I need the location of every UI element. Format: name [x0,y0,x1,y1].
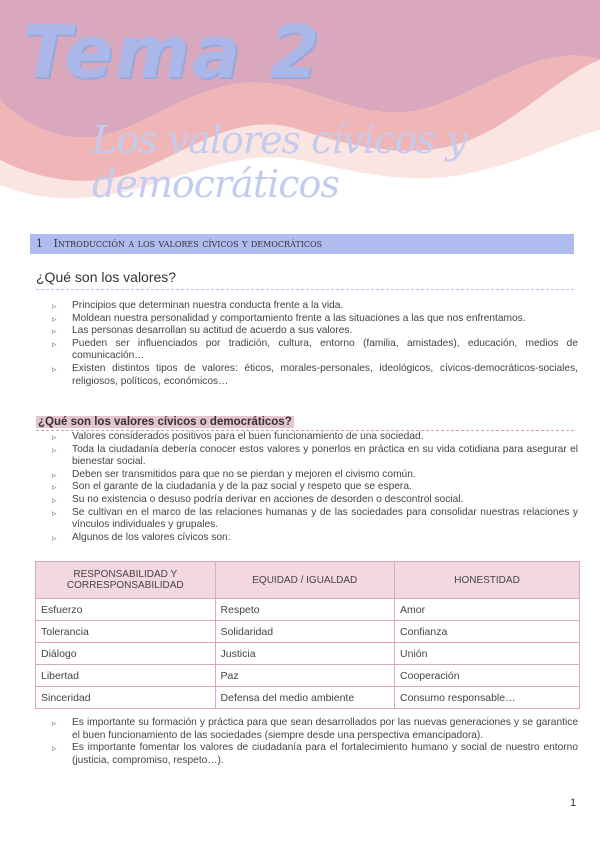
list-item: ▹ Es importante su formación y práctica para que sean desarrollados por las nuevas generaciones y se garantice el buen funcionamiento de las sociedades (siempre desde una perspectiva emancipadora). [50,717,578,742]
page-subtitle: Los valores cívicos y democráticos [92,118,467,206]
table-row [36,643,580,665]
table-cell: Consumo responsable… [395,687,580,709]
question-heading-civic-values: ¿Qué son los valores cívicos o democráticos? [38,416,292,428]
table-cell: Sinceridad [36,687,216,709]
list-item: ▹ Su no existencia o desuso podría derivar en acciones de desorden o descontrol social. [50,494,578,507]
question-heading-values: ¿Qué son los valores? [36,269,177,285]
list-item: ▹ Algunos de los valores cívicos son: [50,532,578,545]
column-header: EQUIDAD / IGUALDAD [215,562,395,599]
table-cell: Confianza [395,621,580,643]
values-bullet-list [50,300,578,388]
column-header: RESPONSABILIDAD Y CORRESPONSABILIDAD [36,562,216,599]
list-item: ▹ Las personas desarrollan su actitud de acuerdo a sus valores. [50,325,578,338]
table-cell: Tolerancia [36,621,216,643]
table-row [36,665,580,687]
page-number: 1 [570,797,577,809]
table-cell: Libertad [36,665,216,687]
table-cell: Justicia [215,643,395,665]
column-header: HONESTIDAD [395,562,580,599]
page-title: Tema 2 [22,10,322,94]
list-item: ▹ Es importante fomentar los valores de ciudadanía para el fortalecimiento humano y social de nuestro entorno (justicia, compromiso, respeto…). [50,742,578,767]
list-item: ▹ Deben ser transmitidos para que no se pierdan y mejoren el civismo común. [50,469,578,482]
divider [36,289,574,290]
table-cell: Amor [395,599,580,621]
table-header-row [36,562,580,599]
table-cell: Respeto [215,599,395,621]
civic-values-bullet-list [50,431,578,544]
list-item: ▹ Principios que determinan nuestra conducta frente a la vida. [50,300,578,313]
list-item: ▹ Toda la ciudadanía debería conocer estos valores y ponerlos en práctica en su vida cotidiana para asegurar el bienestar social. [50,444,578,469]
list-item: ▹ Pueden ser influenciados por tradición, cultura, entorno (familia, amistades), educación, medios de comunicación… [50,338,578,363]
table-cell: Cooperación [395,665,580,687]
section-number: 1 [36,237,43,250]
table-cell: Diálogo [36,643,216,665]
section-label: Introducción a los valores cívicos y democráticos [53,237,323,250]
list-item: ▹ Son el garante de la ciudadanía y de la paz social y respeto que se espera. [50,481,578,494]
list-item: ▹ Moldean nuestra personalidad y comportamiento frente a las situaciones a las que nos enfrentamos. [50,313,578,326]
list-item: ▹ Valores considerados positivos para el buen funcionamiento de una sociedad. [50,431,578,444]
table-cell: Paz [215,665,395,687]
table-row [36,687,580,709]
list-item: ▹ Existen distintos tipos de valores: éticos, morales-personales, ideológicos, cívicos-democráticos-sociales, religiosos, políticos, económicos… [50,363,578,388]
table-cell: Defensa del medio ambiente [215,687,395,709]
table-cell: Unión [395,643,580,665]
list-item: ▹ Se cultivan en el marco de las relaciones humanas y de las sociedades para consolidar nuestras relaciones y vínculos individuales y grupales. [50,507,578,532]
table-cell: Esfuerzo [36,599,216,621]
closing-bullet-list [50,717,578,767]
table-cell: Solidaridad [215,621,395,643]
table-row [36,621,580,643]
header-banner [0,0,600,215]
section-heading [30,234,574,254]
civic-values-table [35,561,580,709]
table-row [36,599,580,621]
